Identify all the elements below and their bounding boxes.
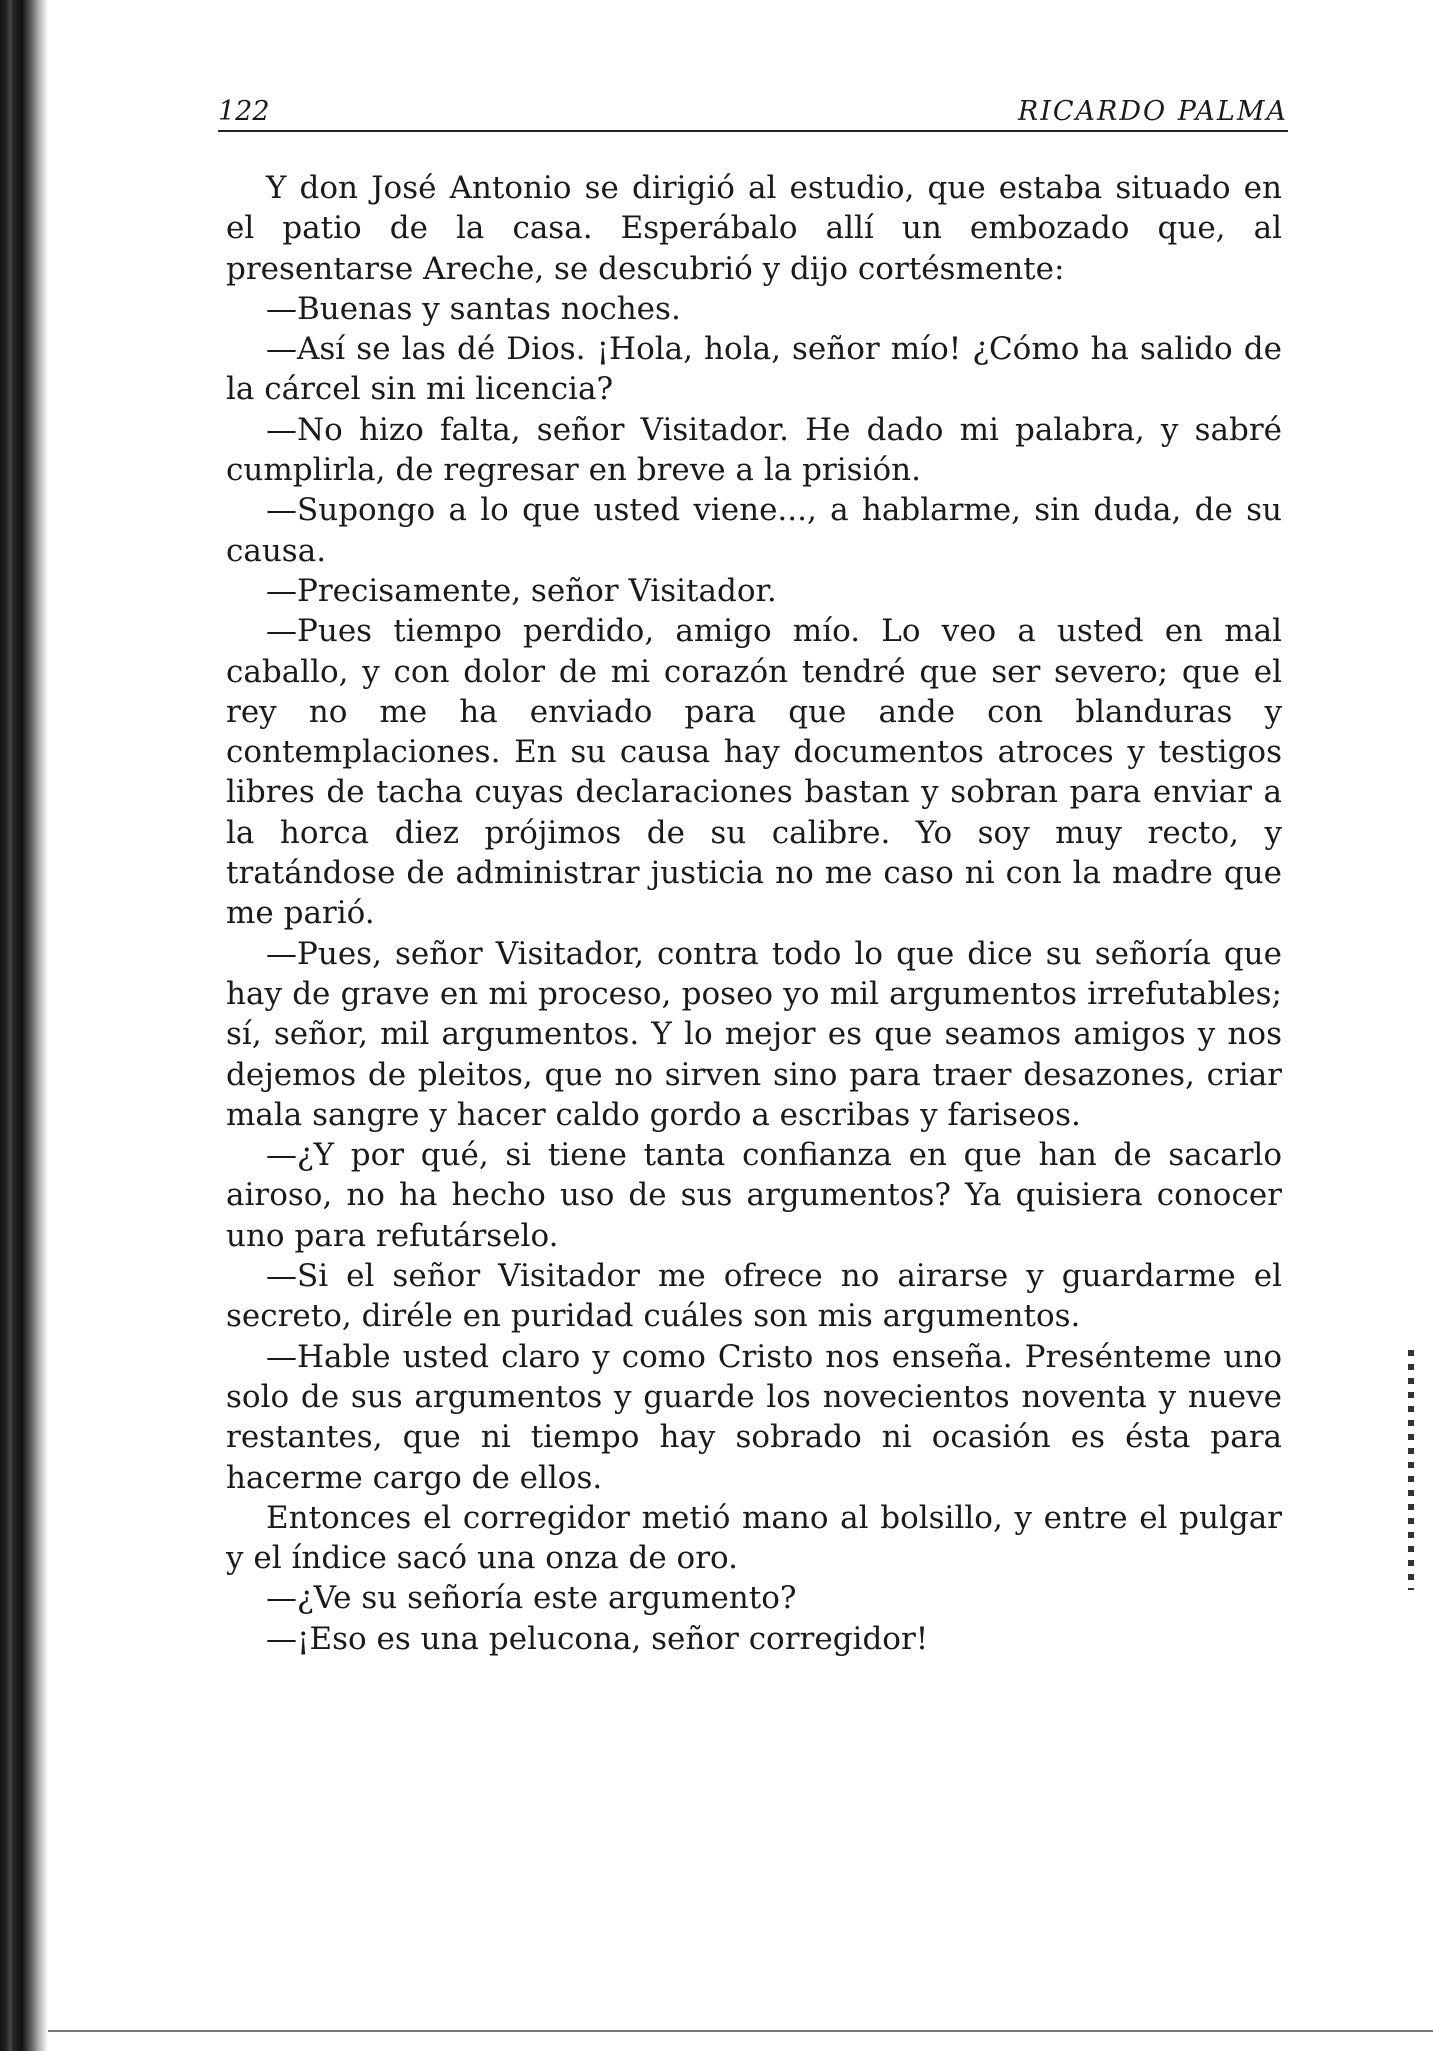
paragraph: —Precisamente, señor Visitador. (266, 572, 777, 609)
book-spine-shadow (0, 0, 48, 2051)
paragraph: Entonces el corregidor metió mano al bolsillo, y entre el pulgar y el índice sacó una onza de oro. (226, 1499, 1282, 1577)
paragraph: —Pues tiempo perdido, amigo mío. Lo veo a usted en mal caballo, y con dolor de mi corazón tendré que ser severo; que el rey no me ha enviado para que ande con blanduras y contemplaciones. En su causa hay documentos atroces y testigos libres de tacha cuyas declaraciones bastan y sobran para enviar a la horca diez prójimos de su calibre. Yo soy muy recto, y tratándose de administrar justicia no me caso ni con la madre que me parió. (226, 613, 1282, 932)
paragraph: —Si el señor Visitador me ofrece no airarse y guardarme el secreto, diréle en puridad cuáles son mis argumentos. (226, 1258, 1282, 1335)
paragraph: —No hizo falta, señor Visitador. He dado mi palabra, y sabré cumplirla, de regresar en breve a la prisión. (226, 411, 1282, 489)
paragraph: —Hable usted claro y como Cristo nos enseña. Presénteme uno solo de sus argumentos y guarde los novecientos noventa y nueve restantes, que ni tiempo hay sobrado ni ocasión es ésta para hacerme cargo de ellos. (226, 1338, 1282, 1496)
header-rule (218, 130, 1288, 132)
running-title: RICARDO PALMA (1017, 96, 1288, 127)
body-text (226, 168, 1282, 1659)
page-header (218, 96, 1288, 132)
page-bottom-edge (48, 2030, 1433, 2032)
paragraph: —Pues, señor Visitador, contra todo lo que dice su señoría que hay de grave en mi proceso, poseo yo mil argumentos irrefutables; sí, señor, mil argumentos. Y lo mejor es que seamos amigos y nos dejemos de pleitos, que no sirven sino para traer desazones, criar mala sangre y hacer caldo gordo a escribas y fariseos. (226, 935, 1282, 1133)
paragraph: —¿Y por qué, si tiene tanta confianza en que han de sacarlo airoso, no ha hecho uso de sus argumentos? Ya quisiera conocer uno para refutárselo. (226, 1137, 1282, 1254)
paragraph: —Así se las dé Dios. ¡Hola, hola, señor mío! ¿Cómo ha salido de la cárcel sin mi licencia? (226, 331, 1282, 408)
page-number: 122 (218, 96, 270, 127)
paragraph: —¡Eso es una pelucona, señor corregidor! (266, 1620, 929, 1657)
paragraph: Y don José Antonio se dirigió al estudio, que estaba situado en el patio de la casa. Esperábalo allí un embozado que, al presentarse Areche, se descubrió y dijo cortésmente: (226, 170, 1282, 287)
margin-ink-marks (1408, 1350, 1414, 1590)
paragraph: —Supongo a lo que usted viene..., a hablarme, sin duda, de su causa. (226, 492, 1282, 569)
paragraph: —¿Ve su señoría este argumento? (266, 1580, 797, 1617)
paragraph: —Buenas y santas noches. (266, 290, 681, 327)
